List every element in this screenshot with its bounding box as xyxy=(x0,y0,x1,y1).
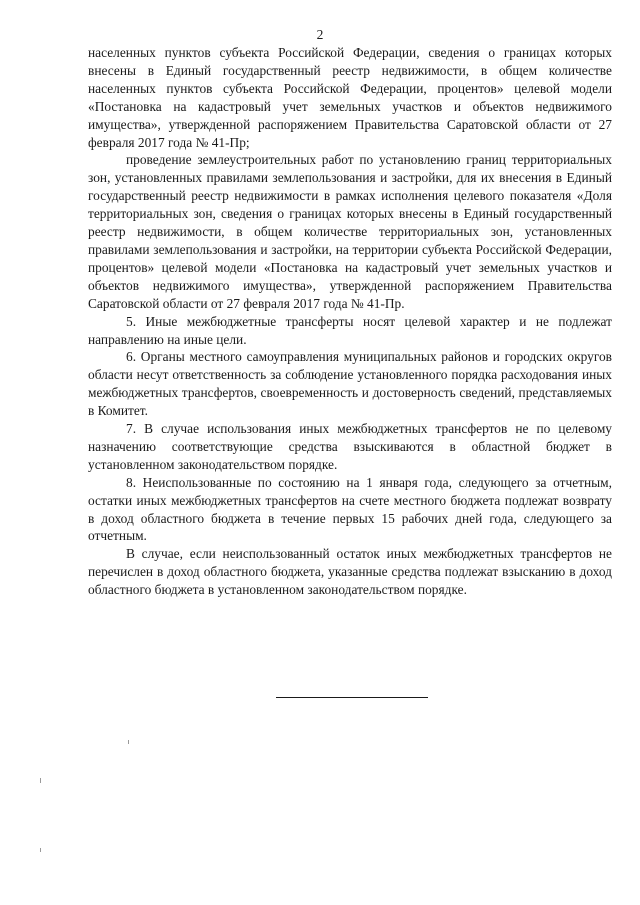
scan-speck xyxy=(128,740,129,744)
paragraph-territorial-zones: проведение землеустроительных работ по установлению границ территориальных зон, установленных правилами землепользования и застройки, для их внесения в Единый государственный реестр недвижимости в рамках исполнения целевого показателя «Доля территориальных зон, сведения о границах которых внесены в Единый государственный реестр недвижимости, в общем количестве территориальных зон, установленных правилами землепользования и застройки, на территории субъекта Российской Федерации, процентов» целевой модели «Постановка на кадастровый учет земельных участков и объектов недвижимого имущества», утвержденной распоряжением Правительства Саратовской области от 27 февраля 2017 года № 41-Пр. xyxy=(88,152,612,311)
page-number: 2 xyxy=(316,27,324,42)
scan-speck xyxy=(40,778,41,783)
paragraph-final: В случае, если неиспользованный остаток иных межбюджетных трансфертов не перечислен в доход областного бюджета, указанные средства подлежат взысканию в доход областного бюджета в установленном законодательством порядке. xyxy=(88,546,612,598)
paragraph-item-5: 5. Иные межбюджетные трансферты носят целевой характер и не подлежат направлению на иные цели. xyxy=(88,313,612,347)
paragraph-item-8: 8. Неиспользованные по состоянию на 1 января года, следующего за отчетным, остатки иных межбюджетных трансфертов на счете местного бюджета подлежат возврату в доход областного бюджета в течение первых 15 рабочих дней года, следующего за отчетным. xyxy=(88,474,612,544)
scan-speck xyxy=(40,848,41,852)
end-separator-line xyxy=(276,697,428,698)
paragraph-continuation: населенных пунктов субъекта Российской Федерации, сведения о границах которых внесены в Единый государственный реестр недвижимости, в общем количестве населенных пунктов субъекта Российской Федерации, процентов» целевой модели «Постановка на кадастровый учет земельных участков и объектов недвижимого имущества», утвержденной распоряжением Правительства Саратовской области от 27 февраля 2017 года № 41-Пр; xyxy=(88,45,612,150)
paragraph-item-6: 6. Органы местного самоуправления муниципальных районов и городских округов области несут ответственность за соблюдение установленного порядка расходования иных межбюджетных трансфертов, своевременность и достоверность сведений, представляемых в Комитет. xyxy=(88,349,612,419)
document-body xyxy=(88,44,612,599)
paragraph-item-7: 7. В случае использования иных межбюджетных трансфертов не по целевому назначению соответствующие средства взыскиваются в областной бюджет в установленном законодательством порядке. xyxy=(88,421,612,472)
